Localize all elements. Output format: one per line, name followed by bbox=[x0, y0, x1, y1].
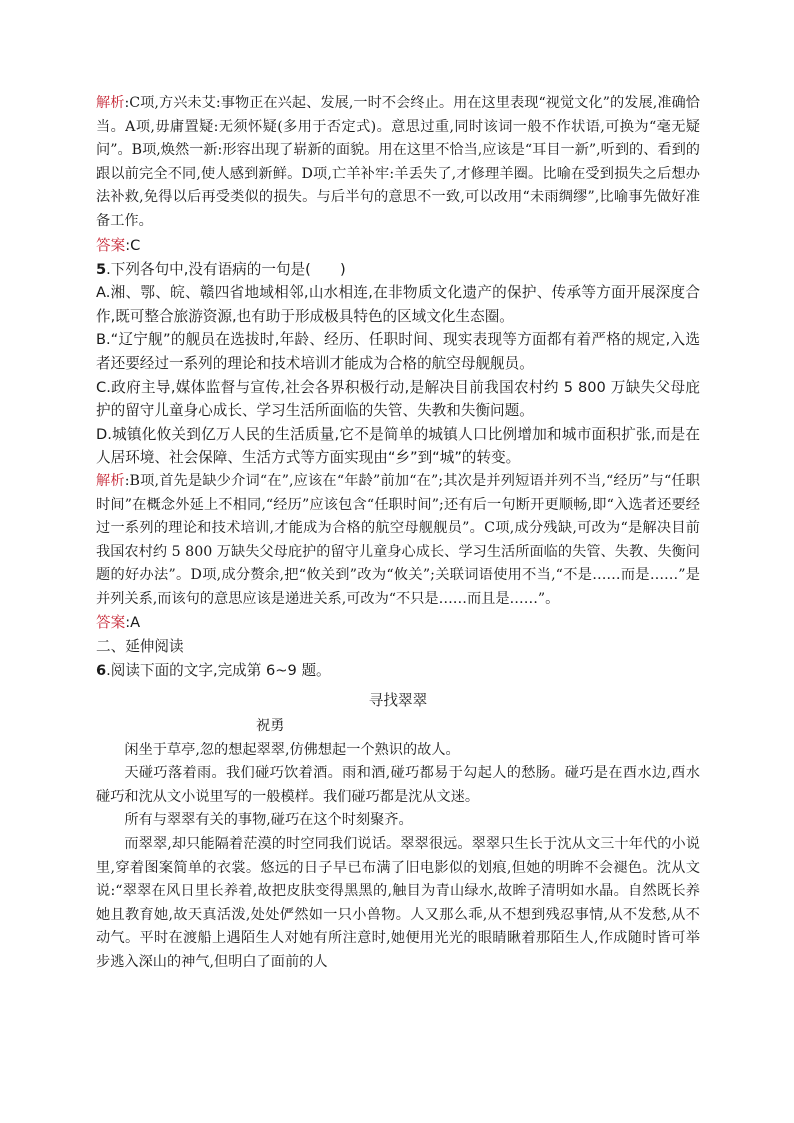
q6-stem bbox=[96, 659, 700, 683]
q4-answer-text: :C bbox=[125, 236, 141, 254]
q5-stem-text: .下列各句中,没有语病的一句是( ) bbox=[106, 260, 346, 278]
answer-label: 答案 bbox=[96, 236, 126, 254]
analysis-label: 解析 bbox=[96, 95, 125, 111]
q6-number: 6 bbox=[96, 662, 107, 680]
q5-option-b: B.“辽宁舰”的舰员在选拔时,年龄、经历、任职时间、现实表现等方面都有着严格的规定,入选者还要经过一系列的理论和技术培训才能成为合格的航空母舰舰员。 bbox=[96, 331, 700, 372]
q4-answer bbox=[96, 234, 700, 258]
q5-analysis bbox=[96, 470, 700, 612]
q5-option-d: D.城镇化攸关到亿万人民的生活质量,它不是简单的城镇人口比例增加和城市面积扩张,而是在人居环境、社会保障、生活方式等方面实现由“乡”到“城”的转变。 bbox=[96, 425, 700, 467]
analysis-label: 解析 bbox=[96, 472, 125, 489]
q5-option-a: A.湘、鄂、皖、赣四省地域相邻,山水相连,在非物质文化遗产的保护、传承等方面开展深度合作,既可整合旅游资源,也有助于形成极具特色的区域文化生态圈。 bbox=[96, 284, 700, 325]
article-author: 祝勇 bbox=[256, 717, 285, 734]
q5-number: 5 bbox=[96, 260, 107, 278]
section-heading: 二、延伸阅读 bbox=[96, 638, 184, 656]
answer-label: 答案 bbox=[96, 614, 126, 632]
article-paragraph: 而翠翠,却只能隔着茫漠的时空同我们说话。翠翠很远。翠翠只生长于沈从文三十年代的小说里,穿着图案简单的衣裳。悠远的日子早已布满了旧电影似的划痕,但她的明眸不会褪色。沈从文说:“翠翠在风日里长养着,故把皮肤变得黑黑的,触目为青山绿水,故眸子清明如水晶。自然既长养她且教育她,故天真活泼,处处俨然如一只小兽物。人又那么乖,从不想到残忍事情,从不发愁,从不动气。平时在渡船上遇陌生人对她有所注意时,她便用光光的眼睛瞅着那陌生人,作成随时皆可举步逃入深山的神气,但明白了面前的人 bbox=[96, 836, 700, 970]
q6-stem-text: .阅读下面的文字,完成第 6~9 题。 bbox=[106, 662, 331, 680]
q5-option-c: C.政府主导,媒体监督与宣传,社会各界积极行动,是解决目前我国农村约 5 800 万缺失父母庇护的留守儿童身心成长、学习生活所面临的失管、失教和失衡问题。 bbox=[96, 378, 700, 420]
article-paragraph: 所有与翠翠有关的事物,碰巧在这个时刻聚齐。 bbox=[124, 812, 413, 829]
q4-analysis-text: :C项,方兴未艾:事物正在兴起、发展,一时不会终止。用在这里表现“视觉文化”的发展,准确恰当。A项,毋庸置疑:无须怀疑(多用于否定式)。意思过重,同时该词一般不作状语,可换为“毫无疑问”。B项,焕然一新:形容出现了崭新的面貌。用在这里不恰当,应该是“耳目一新”,听到的、看到的跟以前完全不同,使人感到新鲜。D项,亡羊补牢:羊丢失了,才修理羊圈。比喻在受到损失之后想办法补救,免得以后再受类似的损失。与后半句的意思不一致,可以改用“未雨绸缪”,比喻事先做好准备工作。 bbox=[96, 95, 700, 229]
q5-analysis-text: :B项,首先是缺少介词“在”,应该在“年龄”前加“在”;其次是并列短语并列不当,“经历”与“任职时间”在概念外延上不相同,“经历”应该包含“任职时间”;还有后一句断开更顺畅,即“入选者还要经过一系列的理论和技术培训,才能成为合格的航空母舰舰员”。C项,成分残缺,可改为“是解决目前我国农村约 5 800 万缺失父母庇护的留守儿童身心成长、学习生活所面临的失管、失教、失衡问题的好办法”。D项,成分赘余,把“攸关到”改为“攸关”;关联词语使用不当,“不是……而是……”是并列关系,而该句的意思应该是递进关系,可改为“不只是……而且是……”。 bbox=[96, 472, 700, 607]
q4-analysis bbox=[96, 92, 700, 234]
document-page bbox=[96, 92, 700, 975]
article-title: 寻找翠翠 bbox=[368, 691, 428, 709]
q5-answer bbox=[96, 611, 700, 635]
article-paragraph: 天碰巧落着雨。我们碰巧饮着酒。雨和酒,碰巧都易于勾起人的愁肠。碰巧是在酉水边,酉水碰巧和沈从文小说里写的一般模样。我们碰巧都是沈从文迷。 bbox=[96, 765, 700, 805]
q5-answer-text: :A bbox=[125, 614, 141, 632]
q5-stem bbox=[96, 258, 700, 282]
article-paragraph: 闲坐于草亭,忽的想起翠翠,仿佛想起一个熟识的故人。 bbox=[124, 741, 460, 758]
